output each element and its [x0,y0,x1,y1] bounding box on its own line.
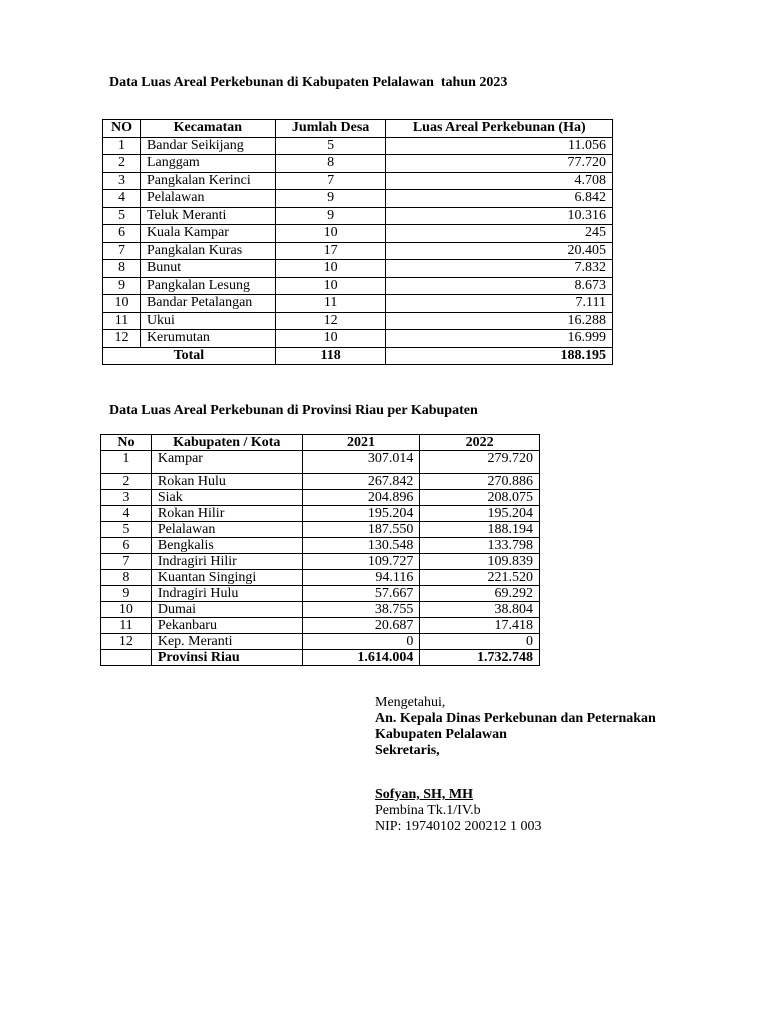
row-2021: 0 [302,634,420,650]
row-luas: 7.111 [386,295,613,313]
signature-position: An. Kepala Dinas Perkebunan dan Peternakan [375,711,656,726]
table-row [103,172,613,190]
row-no: 10 [103,295,141,313]
row-no: 1 [101,451,152,474]
row-kabupaten: Kep. Meranti [151,634,302,650]
table-row [103,137,613,155]
table-row [101,586,540,602]
row-luas: 8.673 [386,277,613,295]
row-no: 6 [101,538,152,554]
table-row [101,618,540,634]
row-2022: 38.804 [420,602,540,618]
kabupaten-table [100,434,540,666]
header-2022: 2022 [420,435,540,451]
row-kecamatan: Pangkalan Kuras [140,242,275,260]
row-no: 8 [101,570,152,586]
row-2021: 57.667 [302,586,420,602]
table-row [103,330,613,348]
row-2021: 195.204 [302,506,420,522]
row-desa: 9 [275,207,386,225]
total-2021: 1.614.004 [302,650,420,666]
table-row [103,242,613,260]
table1-title: Data Luas Areal Perkebunan di Kabupaten Pelalawan tahun 2023 [109,75,508,90]
table-row [101,474,540,490]
row-luas: 20.405 [386,242,613,260]
header-2021: 2021 [302,435,420,451]
row-no: 1 [103,137,141,155]
header-luas: Luas Areal Perkebunan (Ha) [386,120,613,138]
row-kabupaten: Indragiri Hulu [151,586,302,602]
row-luas: 10.316 [386,207,613,225]
row-desa: 17 [275,242,386,260]
total-row [101,650,540,666]
row-kabupaten: Bengkalis [151,538,302,554]
table-row [101,570,540,586]
row-desa: 7 [275,172,386,190]
row-desa: 10 [275,330,386,348]
row-no: 4 [101,506,152,522]
signature-acknowledge: Mengetahui, [375,695,446,710]
row-2021: 109.727 [302,554,420,570]
table-row [103,155,613,173]
row-2022: 221.520 [420,570,540,586]
table-row [103,295,613,313]
row-kabupaten: Rokan Hulu [151,474,302,490]
row-no: 6 [103,225,141,243]
table-header-row [101,435,540,451]
row-desa: 8 [275,155,386,173]
row-2021: 130.548 [302,538,420,554]
row-no: 4 [103,190,141,208]
signature-block [375,695,656,759]
row-desa: 10 [275,260,386,278]
row-desa: 5 [275,137,386,155]
row-luas: 16.288 [386,312,613,330]
row-kabupaten: Pelalawan [151,522,302,538]
row-kecamatan: Kerumutan [140,330,275,348]
table-row [101,634,540,650]
row-no: 8 [103,260,141,278]
kecamatan-table [102,119,613,365]
row-no: 12 [101,634,152,650]
table-row [103,190,613,208]
row-luas: 11.056 [386,137,613,155]
signatory-nip: NIP: 19740102 200212 1 003 [375,819,542,834]
row-2022: 109.839 [420,554,540,570]
row-2021: 20.687 [302,618,420,634]
row-no: 9 [101,586,152,602]
row-no: 2 [103,155,141,173]
row-no: 5 [103,207,141,225]
signatory-rank: Pembina Tk.1/IV.b [375,803,481,818]
row-kecamatan: Langgam [140,155,275,173]
row-luas: 245 [386,225,613,243]
row-2022: 195.204 [420,506,540,522]
table2-title: Data Luas Areal Perkebunan di Provinsi Riau per Kabupaten [109,403,478,418]
row-luas: 77.720 [386,155,613,173]
row-2022: 208.075 [420,490,540,506]
row-no: 10 [101,602,152,618]
row-2021: 204.896 [302,490,420,506]
row-no: 5 [101,522,152,538]
total-desa: 118 [275,347,386,365]
row-kabupaten: Pekanbaru [151,618,302,634]
row-desa: 10 [275,277,386,295]
row-kecamatan: Bunut [140,260,275,278]
row-kecamatan: Bandar Seikijang [140,137,275,155]
row-2021: 187.550 [302,522,420,538]
row-kecamatan: Teluk Meranti [140,207,275,225]
row-no: 2 [101,474,152,490]
table-row [103,312,613,330]
row-2022: 17.418 [420,618,540,634]
row-2022: 0 [420,634,540,650]
row-2022: 279.720 [420,451,540,474]
table-row [103,225,613,243]
total-luas: 188.195 [386,347,613,365]
table-row [101,490,540,506]
header-kecamatan: Kecamatan [140,120,275,138]
table-row [101,522,540,538]
row-kecamatan: Kuala Kampar [140,225,275,243]
row-kabupaten: Dumai [151,602,302,618]
row-2022: 69.292 [420,586,540,602]
row-luas: 7.832 [386,260,613,278]
table-row [101,602,540,618]
header-kabupaten: Kabupaten / Kota [151,435,302,451]
header-no: No [101,435,152,451]
row-2022: 270.886 [420,474,540,490]
table-row [103,277,613,295]
row-desa: 12 [275,312,386,330]
row-kecamatan: Pangkalan Kerinci [140,172,275,190]
row-2021: 94.116 [302,570,420,586]
signature-role: Sekretaris, [375,743,440,758]
row-no: 11 [101,618,152,634]
row-2022: 188.194 [420,522,540,538]
row-kabupaten: Kampar [151,451,302,474]
row-kecamatan: Ukui [140,312,275,330]
row-2021: 307.014 [302,451,420,474]
table-row [101,451,540,474]
row-2021: 267.842 [302,474,420,490]
row-kabupaten: Siak [151,490,302,506]
total-row [103,347,613,365]
row-luas: 16.999 [386,330,613,348]
row-2022: 133.798 [420,538,540,554]
header-no: NO [103,120,141,138]
row-no: 3 [101,490,152,506]
row-luas: 6.842 [386,190,613,208]
row-no: 7 [101,554,152,570]
row-2021: 38.755 [302,602,420,618]
table-row [103,260,613,278]
row-kecamatan: Pelalawan [140,190,275,208]
signature-office: Kabupaten Pelalawan [375,727,507,742]
total-2022: 1.732.748 [420,650,540,666]
row-no: 11 [103,312,141,330]
table-row [101,538,540,554]
signatory-name: Sofyan, SH, MH [375,787,474,802]
row-kecamatan: Pangkalan Lesung [140,277,275,295]
row-no: 9 [103,277,141,295]
table-row [101,506,540,522]
header-jumlah-desa: Jumlah Desa [275,120,386,138]
row-luas: 4.708 [386,172,613,190]
total-label: Total [103,347,276,365]
row-kecamatan: Bandar Petalangan [140,295,275,313]
row-no: 12 [103,330,141,348]
row-desa: 10 [275,225,386,243]
table-row [103,207,613,225]
table-header-row [103,120,613,138]
row-no: 3 [103,172,141,190]
table-row [101,554,540,570]
total-label: Provinsi Riau [151,650,302,666]
row-desa: 11 [275,295,386,313]
signatory-block [375,787,541,835]
row-no: 7 [103,242,141,260]
row-kabupaten: Rokan Hilir [151,506,302,522]
row-kabupaten: Indragiri Hilir [151,554,302,570]
row-desa: 9 [275,190,386,208]
row-kabupaten: Kuantan Singingi [151,570,302,586]
total-no-empty [101,650,152,666]
